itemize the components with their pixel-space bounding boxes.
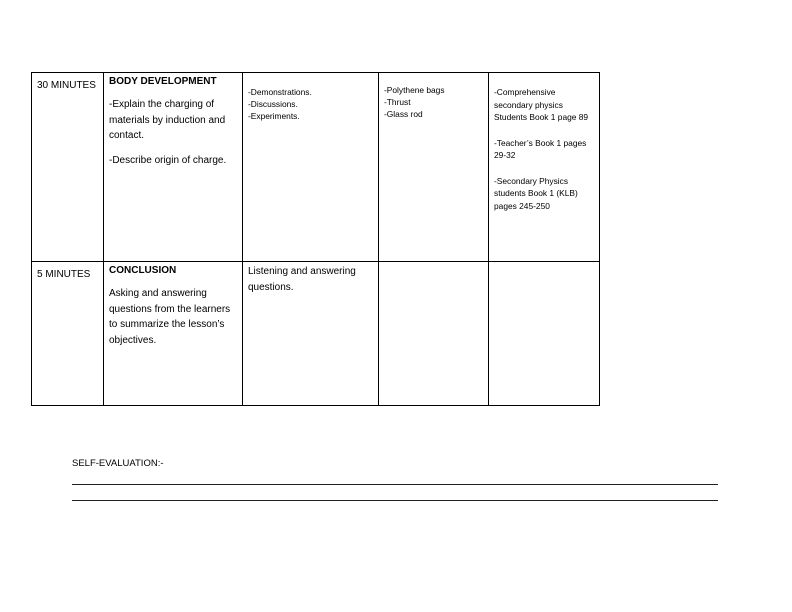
reference-item: -Teacher’s Book 1 pages 29-32 [494, 137, 587, 160]
content-item: -Describe origin of charge. [109, 154, 227, 166]
activity-item: -Experiments. [248, 111, 300, 121]
activity-text: Listening and answering questions. [248, 266, 356, 293]
activity-item: -Demonstrations. [248, 87, 312, 97]
time-label: 30 MINUTES [37, 80, 96, 91]
aids-cell [379, 73, 489, 262]
aid-item: -Thrust [384, 97, 411, 107]
activities-cell [243, 262, 379, 406]
content-item: -Explain the charging of materials by induction and contact. [109, 99, 226, 141]
aid-item: -Glass rod [384, 109, 423, 119]
time-cell [32, 262, 104, 406]
references-cell [489, 262, 600, 406]
lesson-plan-table [31, 72, 600, 406]
stage-heading: BODY DEVELOPMENT [109, 76, 217, 87]
reference-item: -Comprehensive secondary physics Students Book 1 page 89 [494, 87, 589, 122]
self-evaluation-line [72, 500, 718, 501]
self-evaluation-label: SELF-EVALUATION:- [72, 458, 164, 469]
aid-item: -Polythene bags [384, 85, 445, 95]
aids-list [384, 84, 483, 120]
self-evaluation-line [72, 484, 718, 485]
activities-cell [243, 73, 379, 262]
stage-cell [104, 262, 243, 406]
stage-heading: CONCLUSION [109, 265, 177, 276]
reference-item: -Secondary Physics students Book 1 (KLB) pages 245-250 [494, 175, 578, 211]
content-item: Asking and answering questions from the learners to summarize the lesson’s objectives. [109, 288, 231, 346]
table-row-body-development [32, 73, 600, 262]
references-cell [489, 73, 600, 262]
activity-item: -Discussions. [248, 99, 298, 109]
table-row-conclusion [32, 262, 600, 406]
aids-cell [379, 262, 489, 406]
stage-cell [104, 73, 243, 262]
time-label: 5 MINUTES [37, 269, 91, 280]
time-cell [32, 73, 104, 262]
activities-list [248, 86, 373, 122]
